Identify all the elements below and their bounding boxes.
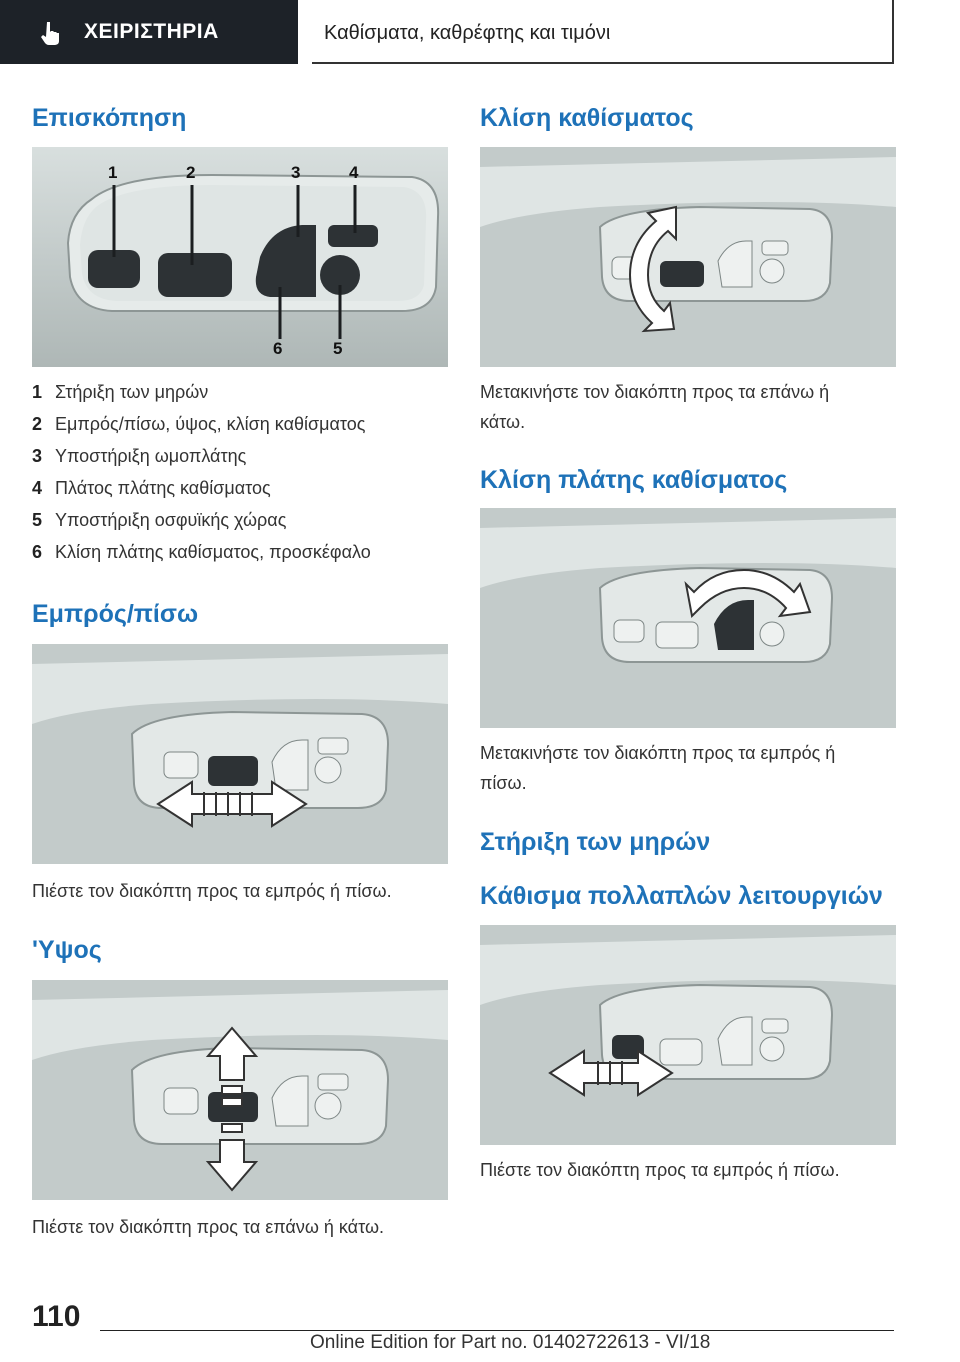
list-item: 5 Υποστήριξη οσφυϊκής χώρας: [32, 510, 287, 530]
forward-back-caption: Πιέστε τον διακόπτη προς τα εμπρός ή πίσω.: [32, 881, 392, 901]
seat-tilt-caption: [480, 377, 896, 437]
footer-divider: [100, 1330, 894, 1331]
callout-5: 5: [333, 339, 343, 358]
thigh-support-image: [480, 925, 896, 1145]
page-number: 110: [32, 1300, 81, 1333]
callout-2: 2: [186, 163, 196, 182]
footer-edition: Online Edition for Part no. 01402722613 - VI/18: [310, 1332, 711, 1353]
seat-tilt-caption-line2: κάτω.: [480, 412, 526, 432]
backrest-tilt-heading: Κλίση πλάτης καθίσματος: [480, 466, 788, 494]
header-section-tab: [0, 0, 298, 64]
callout-3: 3: [291, 163, 301, 182]
backrest-tilt-caption-line1: Μετακινήστε τον διακόπτη προς τα εμπρός ή: [480, 743, 836, 763]
overview-list: [32, 382, 452, 574]
backrest-tilt-image: [480, 508, 896, 728]
height-heading: 'Υψος: [32, 936, 102, 964]
seat-tilt-image: [480, 147, 896, 367]
list-item: 2 Εμπρός/πίσω, ύψος, κλίση καθίσματος: [32, 414, 366, 434]
section-label: ΧΕΙΡΙΣΤΗΡΙΑ: [84, 20, 219, 43]
overview-seat-controls-image: [32, 147, 448, 367]
chapter-title: Καθίσματα, καθρέφτης και τιμόνι: [324, 22, 611, 44]
seat-tilt-heading: Κλίση καθίσματος: [480, 104, 694, 132]
forward-back-heading: Εμπρός/πίσω: [32, 600, 199, 628]
thigh-support-caption: Πιέστε τον διακόπτη προς τα εμπρός ή πίσω.: [480, 1160, 840, 1180]
height-image: [32, 980, 448, 1200]
list-item: 4 Πλάτος πλάτης καθίσματος: [32, 478, 271, 498]
seat-tilt-caption-line1: Μετακινήστε τον διακόπτη προς τα επάνω ή: [480, 382, 830, 402]
pointing-hand-icon: [38, 20, 64, 46]
backrest-tilt-caption: [480, 738, 896, 798]
list-item: 6 Κλίση πλάτης καθίσματος, προσκέφαλο: [32, 542, 371, 562]
thigh-support-heading: Στήριξη των μηρών: [480, 828, 711, 856]
callout-1: 1: [108, 163, 118, 182]
list-item: 3 Υποστήριξη ωμοπλάτης: [32, 446, 247, 466]
callout-4: 4: [349, 163, 359, 182]
list-item: 1 Στήριξη των μηρών: [32, 382, 209, 402]
backrest-tilt-caption-line2: πίσω.: [480, 773, 527, 793]
header-chapter: [312, 0, 894, 64]
callout-6: 6: [273, 339, 283, 358]
multifunction-seat-subheading: Κάθισμα πολλαπλών λειτουργιών: [480, 882, 883, 910]
height-caption: Πιέστε τον διακόπτη προς τα επάνω ή κάτω.: [32, 1217, 385, 1237]
overview-heading: Επισκόπηση: [32, 104, 187, 132]
forward-back-image: [32, 644, 448, 864]
